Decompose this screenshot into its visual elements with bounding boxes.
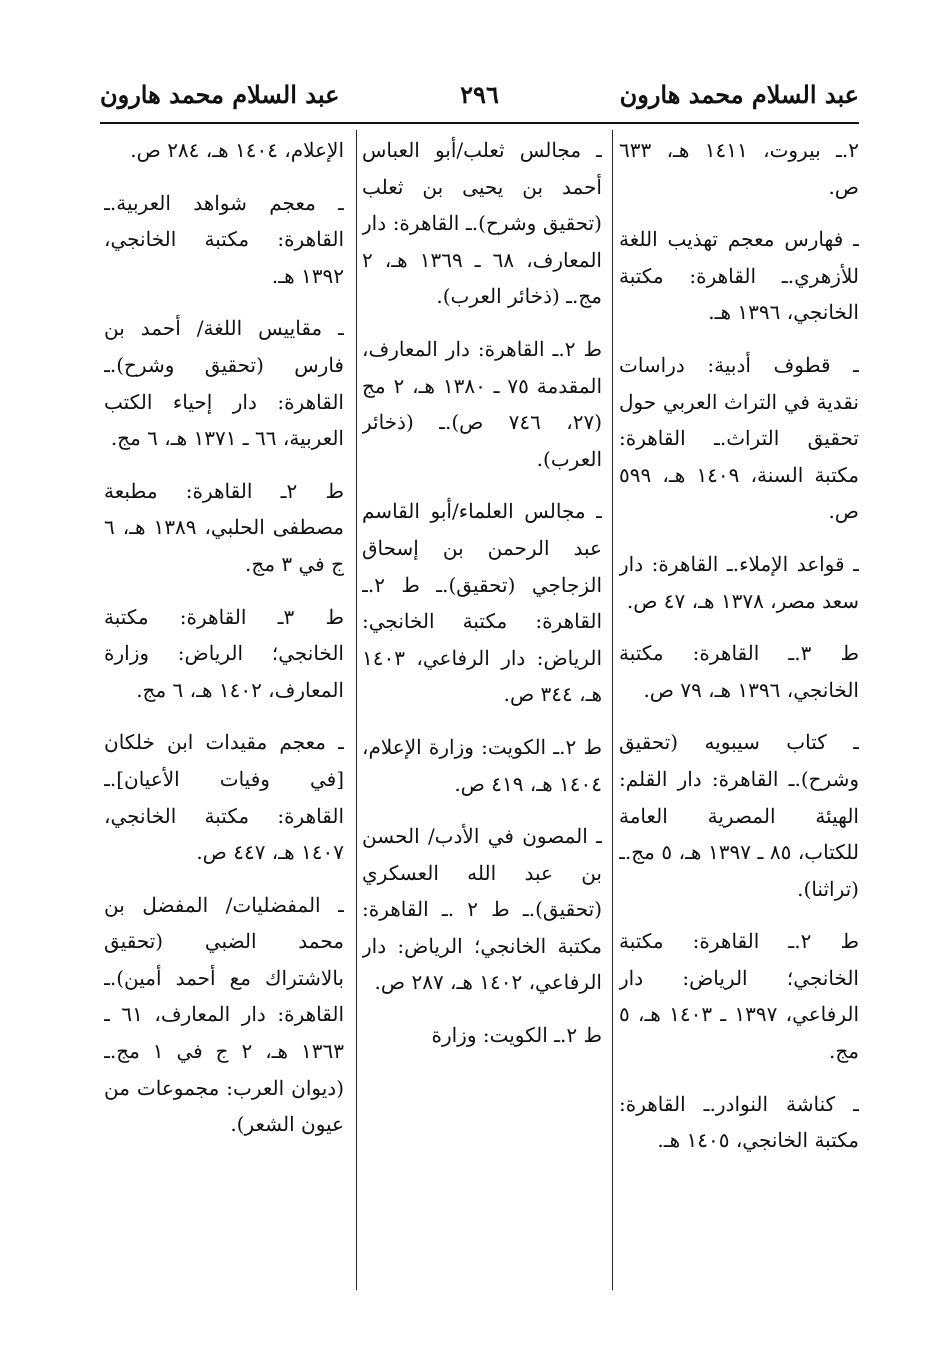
bib-entry: ط ٢.ـ الكويت: وزارة الإعلام، ١٤٠٤ هـ، ٤١٩ ص. [362, 734, 602, 796]
bib-entry: ط ٢.ـ القاهرة: مكتبة الخانجي؛ الرياض: دار الرفاعي، ١٣٩٧ ـ ١٤٠٣ هـ، ٥ مج. [619, 929, 859, 1064]
header-rule [100, 122, 859, 124]
bib-entry: ـ مجالس العلماء/أبو القاسم عبد الرحمن بن إسحاق الزجاجي (تحقيق).ـ ط ٢.ـ القاهرة: مكتبة الخانجي: الرياض: دار الرفاعي، ١٤٠٣ هـ، ٣٤٤ ص. [362, 499, 602, 707]
bib-entry: ـ كناشة النوادر.ـ القاهرة: مكتبة الخانجي، ١٤٠٥ هـ. [619, 1091, 859, 1153]
column-divider [612, 130, 613, 1290]
bib-entry: ـ كتاب سيبويه (تحقيق وشرح).ـ القاهرة: دار القلم: الهيئة المصرية العامة للكتاب، ٨٥ ـ ١٣٩٧ هـ، ٥ مج.ـ (تراثنا). [619, 730, 859, 901]
bib-entry: ٢.ـ بيروت، ١٤١١ هـ، ٦٣٣ ص. [619, 138, 859, 199]
bib-entry: ـ مقاييس اللغة/ أحمد بن فارس (تحقيق وشرح).ـ القاهرة: دار إحياء الكتب العربية، ٦٦ ـ ١٣٧١ هـ، ٦ مج. [104, 316, 344, 451]
bib-entry: ـ معجم شواهد العربية.ـ القاهرة: مكتبة الخانجي، ١٣٩٢ هـ. [104, 190, 344, 288]
column-divider [356, 130, 357, 1290]
running-header [100, 78, 859, 118]
column-left [104, 132, 344, 1290]
bib-entry: ـ المصون في الأدب/ الحسن بن عبد الله العسكري (تحقيق).ـ ط ٢ .ـ القاهرة: مكتبة الخانجي؛ الرياض: دار الرفاعي، ١٤٠٢ هـ، ٢٨٧ ص. [362, 824, 602, 995]
header-author-right: عبد السلام محمد هارون [619, 80, 859, 109]
bib-entry: ـ فهارس معجم تهذيب اللغة للأزهري.ـ القاهرة: مكتبة الخانجي، ١٣٩٦ هـ. [619, 227, 859, 325]
bib-entry: ـ قواعد الإملاء.ـ القاهرة: دار سعد مصر، ١٣٧٨ هـ، ٤٧ ص. [619, 551, 859, 613]
bib-entry: ط ٢.ـ القاهرة: دار المعارف، المقدمة ٧٥ ـ ١٣٨٠ هـ، ٢ مج (٢٧، ٧٤٦ ص).ـ (ذخائر العرب). [362, 336, 602, 471]
column-right [619, 132, 859, 1290]
bib-entry: ط ٢ـ القاهرة: مطبعة مصطفى الحلبي، ١٣٨٩ هـ، ٦ ج في ٣ مج. [104, 478, 344, 576]
bib-entry: ط ٣.ـ القاهرة: مكتبة الخانجي، ١٣٩٦ هـ، ٧٩ ص. [619, 641, 859, 702]
bib-entry: ـ قطوف أدبية: دراسات نقدية في التراث العربي حول تحقيق التراث.ـ القاهرة: مكتبة السنة، ١٤٠٩ هـ، ٥٩٩ ص. [619, 352, 859, 524]
bib-entry: ط ٢.ـ الكويت: وزارة [431, 1023, 602, 1048]
bib-entry: الإعلام، ١٤٠٤ هـ، ٢٨٤ ص. [130, 138, 344, 162]
bib-entry: ـ المفضليات/ المفضل بن محمد الضبي (تحقيق بالاشتراك مع أحمد أمين).ـ القاهرة: دار المعارف، ٦١ ـ ١٣٦٣ هـ، ٢ ج في ١ مج.ـ (ديوان العرب: مجموعات من عيون الشعر). [104, 892, 344, 1137]
page-number: ٢٩٦ [460, 80, 499, 109]
bib-entry: ـ معجم مقيدات ابن خلكان [في وفيات الأعيان].ـ القاهرة: مكتبة الخانجي، ١٤٠٧ هـ، ٤٤٧ ص. [104, 730, 344, 865]
header-author-left: عبد السلام محمد هارون [100, 80, 340, 109]
column-middle [362, 132, 602, 1290]
bib-entry: ـ مجالس ثعلب/أبو العباس أحمد بن يحيى بن ثعلب (تحقيق وشرح).ـ القاهرة: دار المعارف، ٦٨ ـ ١٣٦٩ هـ، ٢ مج.ـ (ذخائر العرب). [362, 138, 602, 309]
bib-entry: ط ٣ـ القاهرة: مكتبة الخانجي؛ الرياض: وزارة المعارف، ١٤٠٢ هـ، ٦ مج. [104, 604, 344, 702]
